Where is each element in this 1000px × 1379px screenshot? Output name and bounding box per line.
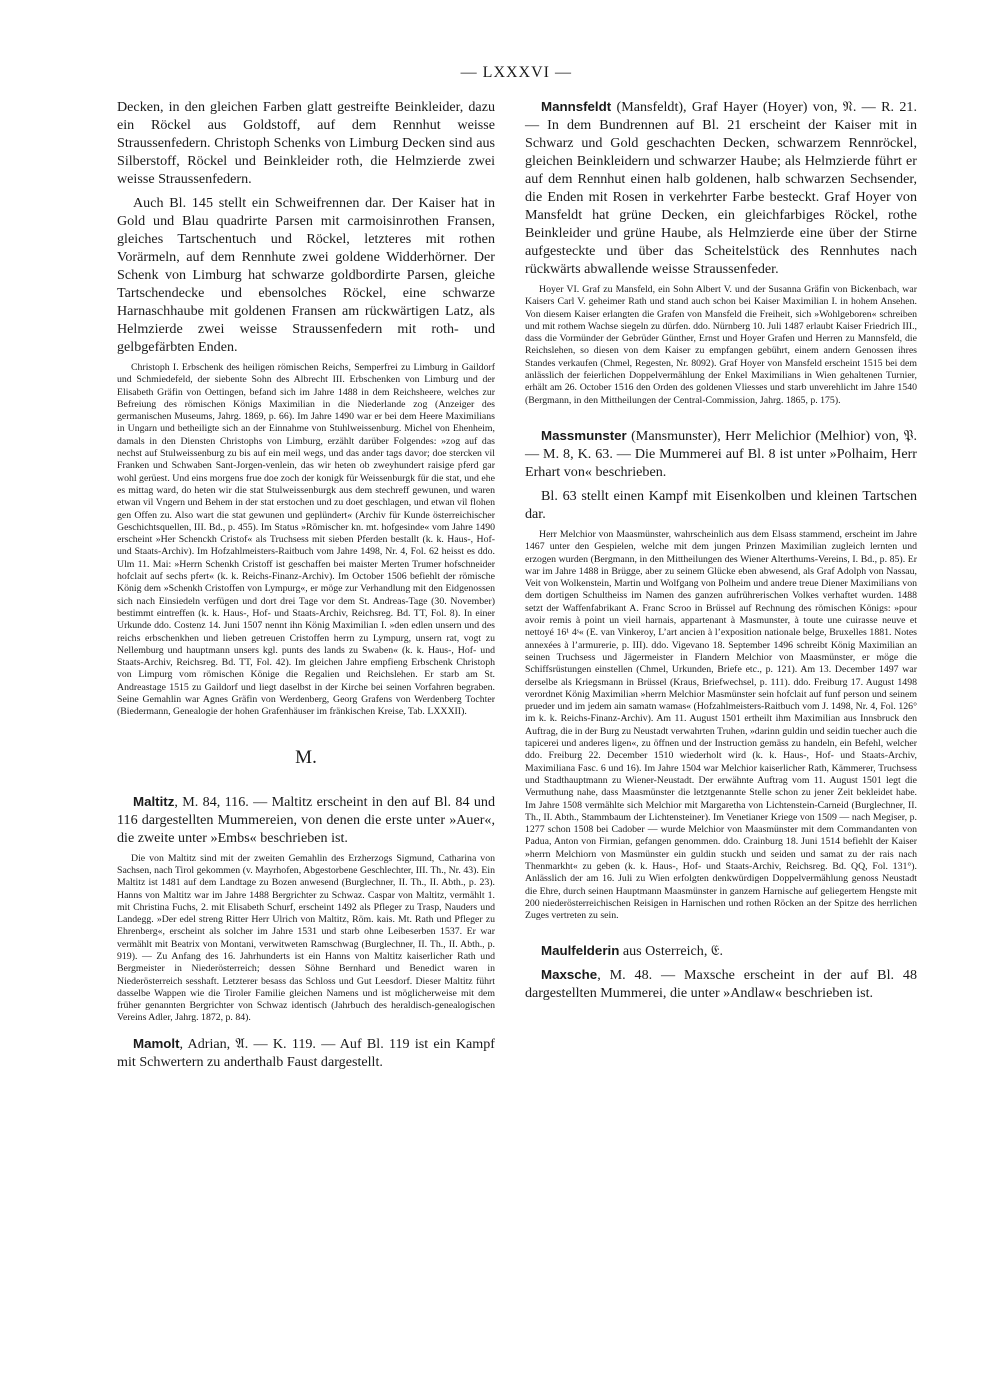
entry-maxsche — [525, 966, 917, 1002]
entry-maltitz — [117, 793, 495, 847]
footnote-melchior: Herr Melchior von Maasmünster, wahrscheinlich aus dem Elsass stammend, erscheint im Jahre 1467 unter den Gespielen, welche mit dem jungen Prinzen Maximilian zugleich lernten und erzogen wurden (Bergmann, in den Mittheilungen des Wiener Alterthums-Vereins, I. Bd., p. 85). Er war im Jahre 1488 in Brügge, aber zu seinem Glücke eben abwesend, als Graf Adolph von Nassau, Veit von Wolkenstein, Martin und Wolfgang von Polheim und andere treue Diener Maximilians von dem dortigen Schultheiss im Namen des ganzen aufrührerischen Volkes verhaftet wurden. 1488 setzt der Waffenfabrikant A. Franc Scroo in Brüssel auf Rechnung des römischen Königs: »pour avoir remis à point un vieil harnais, appartenant à Masmunster, à toute une cuirasse neuve et nettoyé 16¹ 4ˢ« (E. van Vinkeroy, L’art ancien à l’exposition nationale belge, Bruxelles 1881. Notes annexées à l’armurerie, p. III). ddo. Vigevano 18. September 1496 schreibt König Maximilian an seinen Truchsess und Jägermeister in Flandern Melchior von Maasmünster, er möge die Schiffsrüstungen einstellen (Chmel, Urkunden, Briefe etc., p. 121). Am 13. December 1497 war derselbe als Kriegsmann in Brüssel (Kraus, Briefwechsel, p. 111). ddo. Freiburg 17. August 1498 verordnet König Maximilian »herrn Melchior Masmünster sein hofclait auf funf person und seinem prueder und im jedem ain samatn wamas« (Hofzahlmeisters-Raitbuch vom J. 1498, Nr. 4, Fol. 126° im k. k. Reichs-Finanz-Archiv). Am 11. August 1501 ertheilt ihm Maximilian aus Innsbruck den Auftrag, die in der Burg zu Neustadt verwahrten Truhen, »darinn guldin und seidin tuecher auch die tapicerei und anderes ligen«, zu öffnen und der Instruction gemäss zu handeln, ein Befehl, welcher ddo. Freiburg 22. December 1510 wiederholt wird (k. k. Haus-, Hof- und Staats-Archiv, Maximiliana Fasc. 6 und 16). Im Jahre 1504 war Melchior kaiserlicher Rath, Kämmerer, Truchsess und Stadthauptmann zu Wiener-Neustadt. Der erwähnte Auftrag vom 11. August 1501 legt die Vermuthung nahe, dass Maasmünster die letztgenannte Stelle schon zu jener Zeit bekleidet habe. Im Jahre 1508 vermählte sich Melchior mit Margaretha von Lichtenstein-Carneid (Burglechner, II. Th., II. Abth., Stammbaum der Lichtensteiner). Im Venetianer Kriege von 1509 — nach Megiser, p. 1277 schon 1508 bei Cadober — wurde Melchior von Maasmünster mit dem Commandanten von Padua, Anton von Firmian, gefangen genommen. ddo. Crainburg 18. Juni 1514 befiehlt der Kaiser »herrn Melchiorn von Masmünster ein guldin stuckh und seiden und samat zu der rais nach Thenmarkht« zu geben (k. k. Haus-, Hof- und Staats-Archiv, Reichsreg. Bd. QQ, Fol. 131°). Anlässlich der am 16. Juli zu Wien erfolgten denkwürdigen Doppelvermählung genoss Neustadt die Ehre, durch seinen Hauptmann Maasmünster in ganzem Harnische auf geliegertem Hengste mit 200 niederösterreichischen Reisigen in Harnischen und rothen Röcken an der Spitze des herrlichen Zuges vertreten zu sein. — [525, 528, 917, 922]
entry-mannsfeldt — [525, 98, 917, 278]
entry-massmunster-text: (Mansmunster), Herr Melichior (Melhior) von, 𝔓. — M. 8, K. 63. — Die Mummerei auf Bl. 8 ist unter »Polhaim, Herr Erhart von« beschrieben. — [525, 427, 917, 480]
footnote-christoph: Christoph I. Erbschenk des heiligen römischen Reichs, Semperfrei zu Limburg in Gaildorf und Schmiedefeld, der siebente Sohn des Albrecht III. Erbschenken von Limburg und der Elisabeth Gräfin von Oettingen, befand sich im Jahre 1488 in dem Reichsheere, welches zur Befreiung des römischen Königs Maximilian in die Niederlande zog (Anzeiger des germanischen Museums, Jahrg. 1869, p. 66). Im Jahre 1490 war er bei dem Heere Maximilians in Ungarn und betheiligte sich an der Einnahme von Stuhlweissenburg. Michel von Ehenheim, damals in den Diensten Christophs von Limburg, erzählt darüber Folgendes: »zog auf das nechst auf Stulweissenburg zu bis auf ein meil wegs, und das ander tags davor; doe stercken vil Franken und Schwaben Sant-Jorgen-venlein, das wir heten ob zweyhundert raisige pferd gar wohl gerüest. Und eins morgens frue doe zoch der konigk für Weissenburgk für die stat, und ehe es mittag ward, do heten wir die stat Stulweissenburgk aus dem stechreff gewunen, und waren etwan vil Vngern und Behem in der stat erstochen und zu doet geschlagen, und etwan vil flohen gen Offen zu. Also wart die stat gewunen und geplündert« (Archiv für Kunde österreichischer Geschichtsquellen, III. Bd., p. 455). Im Status »Römischer kn. mt. hofgesinde« vom Jahre 1490 erscheint »Her Schenckh Cristof« als Truchsess mit sieben Pferden bestallt (k. k. Haus-, Hof- und Staats-Archiv). Im Hofzahlmeisters-Raitbuch vom Jahre 1498, Nr. 4, Fol. 62 heisst es ddo. Ulm 11. Mai: »Herrn Schenkh Cristoff ist geschaffen bei maister Merten Trumer hofschneider hofclait auf sechs pfert« (k. k. Reichs-Finanz-Archiv). Im October 1506 befiehlt der römische König dem »Schenkh Cristoffen von Lympurg«, er möge zur Verhandlung mit den Eidgenossen sich nach Einsiedeln verfügen und dort drei Tage vor dem St. Andreas-Tage (30. November) bestimmt eintreffen (k. k. Haus-, Hof- und Staats-Archiv, Reichsreg. Bd. TT, Fol. 8). In einer Urkunde ddo. Costenz 14. Juni 1507 nennt ihn König Maximilian I. »den edlen unsern und des reichs erbschenkhen und lieben getreuen Cristoffen herrn zu Lympurg, unsern rat, vogt zu Nellemburg und hauptmann unsers kgl. punts des lands zu Swaben« (k. k. Haus-, Hof- und Staats-Archiv, Reichsreg. Bd. TT, Fol. 42). Im gleichen Jahre empfieng Erbschenk Christoph von Limpurg vom römischen Könige die Regalien und Reichslehen. Er starb am St. Andreastage 1515 zu Gaildorf und liegt daselbst in der Kirche bei seinen Vorfahren begraben. Seine Gemahlin war Agnes Gräfin von Werdenberg, Georg Grafens von Werdenberg Tochter (Biedermann, Genealogie der hohen Grafenhäuser im fränkischen Kreise, Tab. LXXXII). — [117, 362, 495, 718]
entry-maulfelderin — [525, 942, 917, 960]
left-column — [117, 98, 495, 1077]
footnote-maltitz: Die von Maltitz sind mit der zweiten Gemahlin des Erzherzogs Sigmund, Catharina von Sachsen, nach Tirol gekommen (v. Mayrhofen, Abgestorbene Geschlechter, III. Th., Nr. 43). Ein Maltitz ist 1481 auf dem Landtage zu Bozen anwesend (Burglechner, II. Th., II. Abth., p. 23). Hanns von Maltitz war im Jahre 1488 Bergrichter zu Schwaz. Caspar von Maltitz, vermählt 1. mit Christina Fuchs, 2. mit Elisabeth Schurf, erscheint 1492 als Pfleger zu Trasp, Nauders und Landegg. »Der edel streng Ritter Herr Ulrich von Maltitz, Röm. kais. Mt. Rath und Pfleger zu Ehrenberg«, erscheint als solcher im Jahre 1531 und starb ohne Leibeserben 1537. Er war vermählt mit Beatrix von Montani, verwitweten Ramschwag (Burglechner, II. Th., II. Abth., p. 919). — Zu Anfang des 16. Jahrhunderts ist ein Hanns von Maltitz kaiserlicher Rath und Bergmeister in Niederösterreich; dessen Söhne Bernhard und Benedict waren in Niederösterreich sesshaft. Letzterer besass das Schloss und Gut Leesdorf. Dieser Maltitz führt dasselbe Wappen wie die Tiroler Familie gleichen Namens und ist möglicherweise mit dem früher genannten Bergrichter von Schwaz identisch (Jahrbuch des heraldisch-genealogischen Vereins Adler, Jahrg. 1872, p. 84). — [117, 852, 495, 1024]
paragraph-decken: Decken, in den gleichen Farben glatt gestreifte Beinkleider, dazu ein Röckel aus Goldstoff, auf dem Rennhut weisse Straussenfedern. Christoph Schenks von Limburg Decken sind aus Silberstoff, Röckel und Beinkleider roth, die Helmzierde zwei weisse Straussenfedern. — [117, 99, 495, 187]
entry-mamolt-text: , Adrian, 𝔄. — K. 119. — Auf Bl. 119 ist ein Kampf mit Schwertern zu anderthalb Faust dargestellt. — [117, 1035, 495, 1070]
right-column — [525, 98, 917, 1008]
entry-maulfelderin-text: aus Osterreich, 𝔈. — [619, 943, 724, 960]
entry-maltitz-text: , M. 84, 116. — Maltitz erscheint in den auf Bl. 84 und 116 dargestellten Mummereien, von denen die erste unter »Auer«, die zweite unter »Embs« beschrieben ist. — [117, 793, 495, 846]
entry-maxsche-head: Maxsche — [541, 967, 598, 983]
spacer — [525, 932, 917, 942]
footnote-hoyer: Hoyer VI. Graf zu Mansfeld, ein Sohn Albert V. und der Susanna Gräfin von Bickenbach, war Kaisers Carl V. geheimer Rath und stand auch schon bei Kaiser Maximilian I. in hohem Ansehen. Von diesem Kaiser erlangten die Grafen von Mansfeld die Freiheit, sich »Wohlgeboren« schreiben und mit rothem Wachse siegeln zu dürfen. ddo. Nürnberg 10. Juli 1487 erlaubt Kaiser Friedrich III., dass die Vormünder der Gebrüder Günther, Ernst und Hoyer Grafen und Herren zu Mannsfeld, die Reichslehen, so diesen von dem Kaiser zu empfangen gebührt, einem andern Genossen ihres Standes verkaufen (Chmel, Regesten, Nr. 8092). Graf Hoyer von Mansfeld erscheint 1515 bei dem anlässlich der feierlichen Doppelvermählung der Enkel Maximilians in Wien gehaltenen Turnier, erhält am 26. October 1516 den Orden des goldenen Vliesses und starb unverehlicht im Jahre 1540 (Bergmann, in den Mittheilungen der Central-Commission, Jahrg. 1865, p. 175). — [525, 284, 917, 406]
entry-mannsfeldt-head: Mannsfeldt — [541, 99, 612, 114]
entry-mamolt — [117, 1035, 495, 1071]
spacer — [525, 417, 917, 427]
page-number: — LXXXVI — — [460, 64, 572, 81]
entry-maltitz-head: Maltitz — [133, 793, 175, 809]
section-letter-m: M. — [295, 746, 317, 768]
entry-maxsche-text: , M. 48. — Maxsche erscheint in der auf Bl. 48 dargestellten Mummerei, die unter »Andlaw« beschrieben ist. — [525, 967, 917, 1002]
paragraph-bl145: Auch Bl. 145 stellt ein Schweifrennen dar. Der Kaiser hat in Gold und Blau quadrirte Parsen mit carmoisinrothen Fransen, gleiches Tartschentuch und Röckel, letzteres mit rothen Vorärmeln, auf dem Rennhute zwei goldene Widderhörner. Der Schenk von Limburg hat schwarze goldbordirte Parsen, gleiche Tartschendecke und ebensolches Röckel, eine schwarze Harnaschhaube mit goldenen Fransen am rückwärtigen Latz, als Helmzierde zwei weisse Straussenfedern mit roth- und gelbgefärbten Enden. — [117, 195, 495, 355]
page-header — [0, 62, 1000, 82]
entry-mamolt-head: Mamolt — [133, 1035, 180, 1051]
paragraph-bl63: Bl. 63 stellt einen Kampf mit Eisenkolben und kleinen Tartschen dar. — [525, 487, 917, 522]
entry-maulfelderin-head: Maulfelderin — [541, 943, 620, 959]
entry-massmunster-head: Massmunster — [541, 427, 627, 443]
entry-mannsfeldt-text: (Mansfeldt), Graf Hayer (Hoyer) von, 𝔑. — R. 21. — In dem Bundrennen auf Bl. 21 erscheint der Kaiser mit in Schwarz und Gold geschachten Decken, schwarzem Rennröckel, gleichen Beinkleidern und schwarzer Haube; als Helmzierde führt er auf dem Rennhut einen halb goldenen, halb schwarzen Sechsender, die Enden mit Rosen in verkehrter Farbe besteckt. Graf Hoyer von Mansfeldt hat grüne Decken, ein gleichfarbiges Röckel, rothe Beinkleider und grüne Haube, als Helmzierde eine über der Stirne aufgesteckte und über das Scheitelstück des Rennhutes nach rückwärts abwallende weisse Straussenfeder. — [525, 99, 917, 277]
entry-massmunster — [525, 427, 917, 481]
